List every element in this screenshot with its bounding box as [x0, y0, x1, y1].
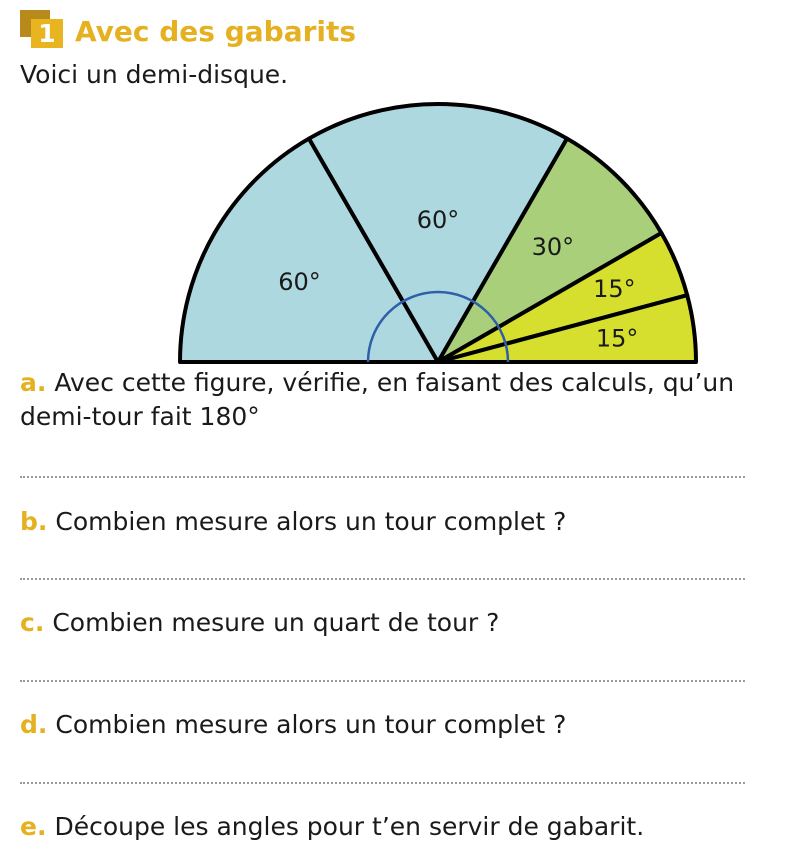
question-text: Combien mesure alors un tour complet ? — [55, 710, 567, 739]
sector-label: 15° — [595, 324, 639, 353]
question-text: Avec cette figure, vérifie, en faisant des calculs, qu’un demi-tour fait 180° — [20, 368, 735, 431]
answer-line-b[interactable] — [20, 578, 745, 580]
question-text: Combien mesure un quart de tour ? — [52, 608, 500, 637]
answer-line-c[interactable] — [20, 680, 745, 682]
sector-label: 60° — [416, 206, 460, 235]
question-letter: a. — [20, 368, 47, 397]
exercise-title: Avec des gabarits — [75, 15, 357, 48]
question-text: Combien mesure alors un tour complet ? — [55, 507, 567, 536]
sector-label: 30° — [531, 233, 575, 262]
question-letter: b. — [20, 507, 48, 536]
question-c — [20, 606, 790, 640]
question-letter: c. — [20, 608, 45, 637]
sector-label: 15° — [593, 274, 636, 303]
question-letter: e. — [20, 812, 47, 841]
answer-line-a[interactable] — [20, 476, 745, 478]
question-e — [20, 810, 790, 844]
question-b — [20, 505, 790, 539]
sector-label: 60° — [278, 268, 321, 296]
answer-line-d[interactable] — [20, 782, 745, 784]
intro-text: Voici un demi-disque. — [20, 60, 289, 89]
question-a — [20, 366, 790, 434]
question-letter: d. — [20, 710, 48, 739]
question-d — [20, 708, 790, 742]
exercise-number: 1 — [31, 19, 63, 48]
question-text: Découpe les angles pour t’en servir de gabarit. — [54, 812, 645, 841]
